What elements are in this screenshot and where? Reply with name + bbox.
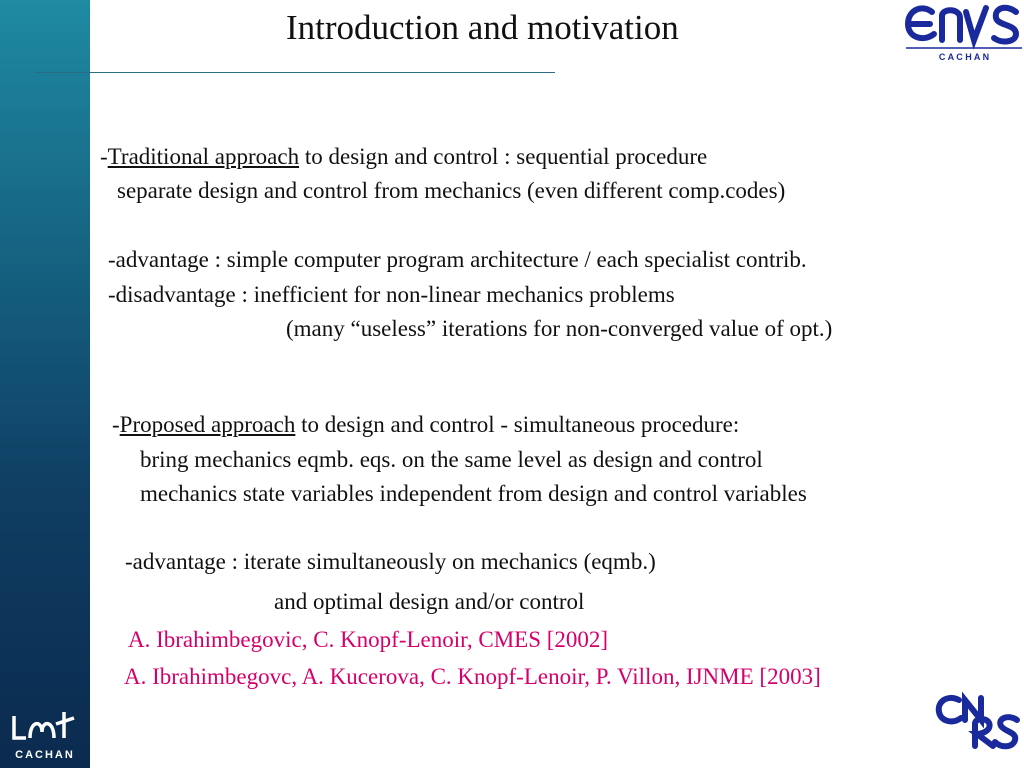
ens-cachan-logo: [902, 0, 1024, 62]
proposed-advantage: -advantage : iterate simultaneously on mechanics (eqmb.): [125, 549, 656, 574]
title-underline-rule: [35, 72, 555, 73]
left-sidebar-band: [0, 0, 90, 768]
traditional-detail: separate design and control from mechanics (even different comp.codes): [117, 178, 786, 203]
lmt-cachan-logo: [8, 708, 82, 764]
proposed-advantage-cont: and optimal design and/or control: [274, 589, 585, 614]
lmt-sub-text: CACHAN: [15, 749, 75, 761]
proposed-approach-line: [112, 412, 739, 438]
proposed-approach-term: Proposed approach: [119, 412, 296, 437]
cnrs-logo: [935, 690, 1021, 750]
traditional-dash: -: [100, 144, 108, 169]
traditional-approach-rest: to design and control : sequential procedure: [299, 144, 708, 169]
proposed-approach-rest: to design and control - simultaneous procedure:: [295, 412, 740, 437]
proposed-detail-1: bring mechanics eqmb. eqs. on the same level as design and control: [140, 447, 763, 472]
reference-2: A. Ibrahimbegovc, A. Kucerova, C. Knopf-Lenoir, P. Villon, IJNME [2003]: [124, 664, 821, 689]
slide-title: Introduction and motivation: [286, 8, 679, 47]
ens-sub-text: C A C H A N: [938, 52, 990, 62]
reference-1: A. Ibrahimbegovic, C. Knopf-Lenoir, CMES [2002]: [128, 627, 609, 652]
proposed-dash: -: [112, 412, 120, 437]
traditional-disadvantage: -disadvantage : inefficient for non-linear mechanics problems: [108, 282, 675, 307]
traditional-disadvantage-note: (many “useless” iterations for non-converged value of opt.): [286, 316, 833, 341]
proposed-detail-2: mechanics state variables independent from design and control variables: [140, 481, 807, 506]
traditional-approach-line: [100, 144, 707, 170]
traditional-advantage: -advantage : simple computer program architecture / each specialist contrib.: [108, 247, 807, 272]
traditional-approach-term: Traditional approach: [107, 144, 300, 169]
